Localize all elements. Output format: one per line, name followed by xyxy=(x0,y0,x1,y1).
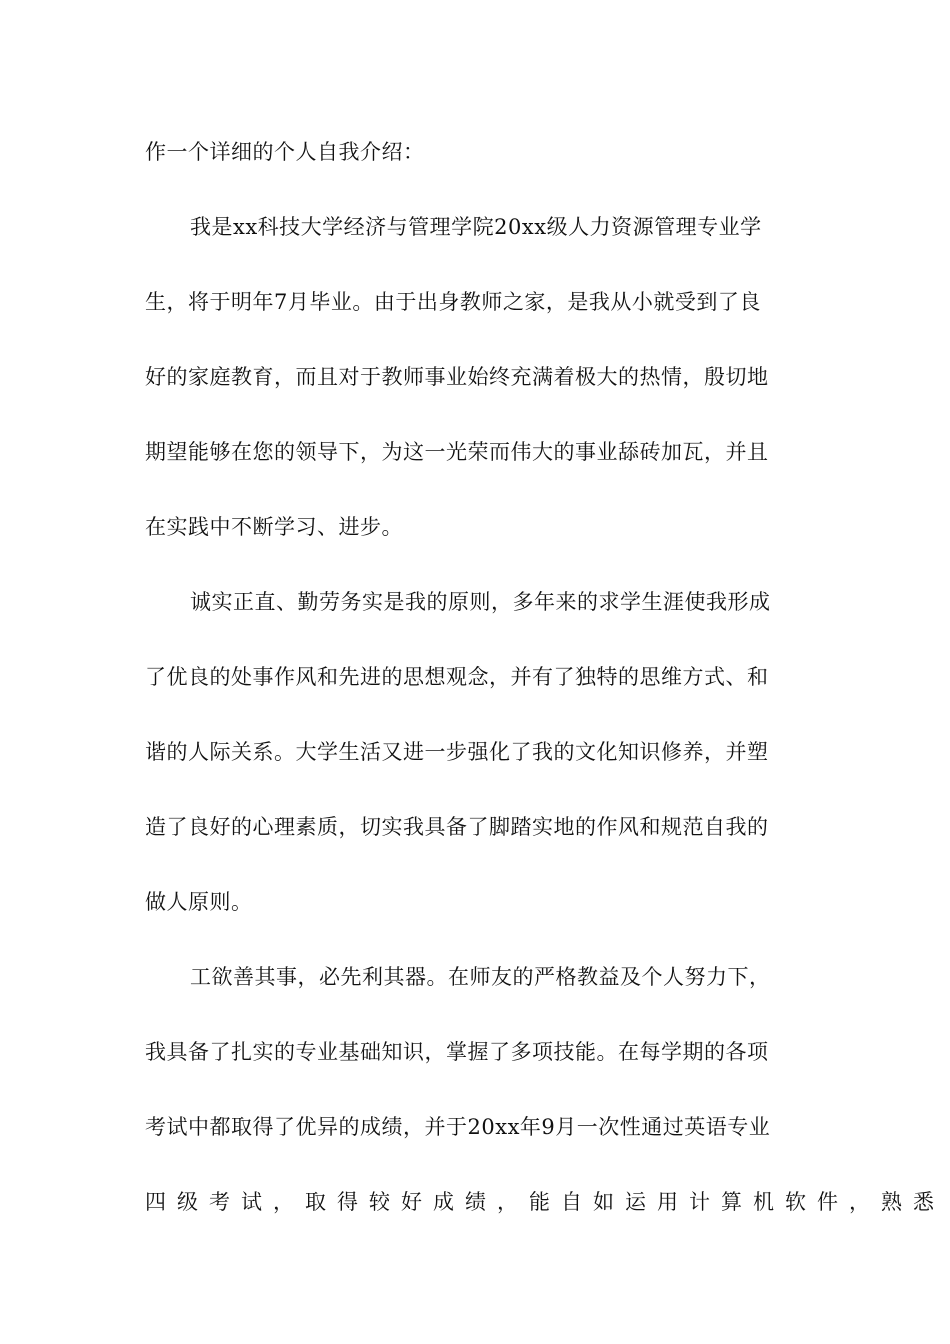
text-line: 生，将于明年7月毕业。由于出身教师之家，是我从小就受到了良 xyxy=(145,290,761,314)
text-line: 做人原则。 xyxy=(145,890,253,914)
text-line: 我具备了扎实的专业基础知识，掌握了多项技能。在每学期的各项 xyxy=(145,1040,769,1064)
text-line: 造了良好的心理素质，切实我具备了脚踏实地的作风和规范自我的 xyxy=(145,815,769,839)
text-line: 四级考试，取得较好成绩，能自如运用计算机软件，熟悉 xyxy=(145,1190,945,1214)
text-line: 好的家庭教育，而且对于教师事业始终充满着极大的热情，殷切地 xyxy=(145,365,769,389)
text-line: 谐的人际关系。大学生活又进一步强化了我的文化知识修养，并塑 xyxy=(145,740,769,764)
paragraph-3-line: 工欲善其事，必先利其器。在师友的严格教益及个人努力下， xyxy=(190,965,771,989)
text-line: 了优良的处事作风和先进的思想观念，并有了独特的思维方式、和 xyxy=(145,665,769,689)
text-line: 作一个详细的个人自我介绍： xyxy=(145,140,425,164)
paragraph-1-line: 我是xx科技大学经济与管理学院20xx级人力资源管理专业学 xyxy=(190,215,762,239)
text-line: 期望能够在您的领导下，为这一光荣而伟大的事业舔砖加瓦，并且 xyxy=(145,440,769,464)
text-line: 考试中都取得了优异的成绩，并于20xx年9月一次性通过英语专业 xyxy=(145,1115,771,1139)
text-line: 在实践中不断学习、进步。 xyxy=(145,515,403,539)
paragraph-2-line: 诚实正直、勤劳务实是我的原则，多年来的求学生涯使我形成 xyxy=(190,590,771,614)
